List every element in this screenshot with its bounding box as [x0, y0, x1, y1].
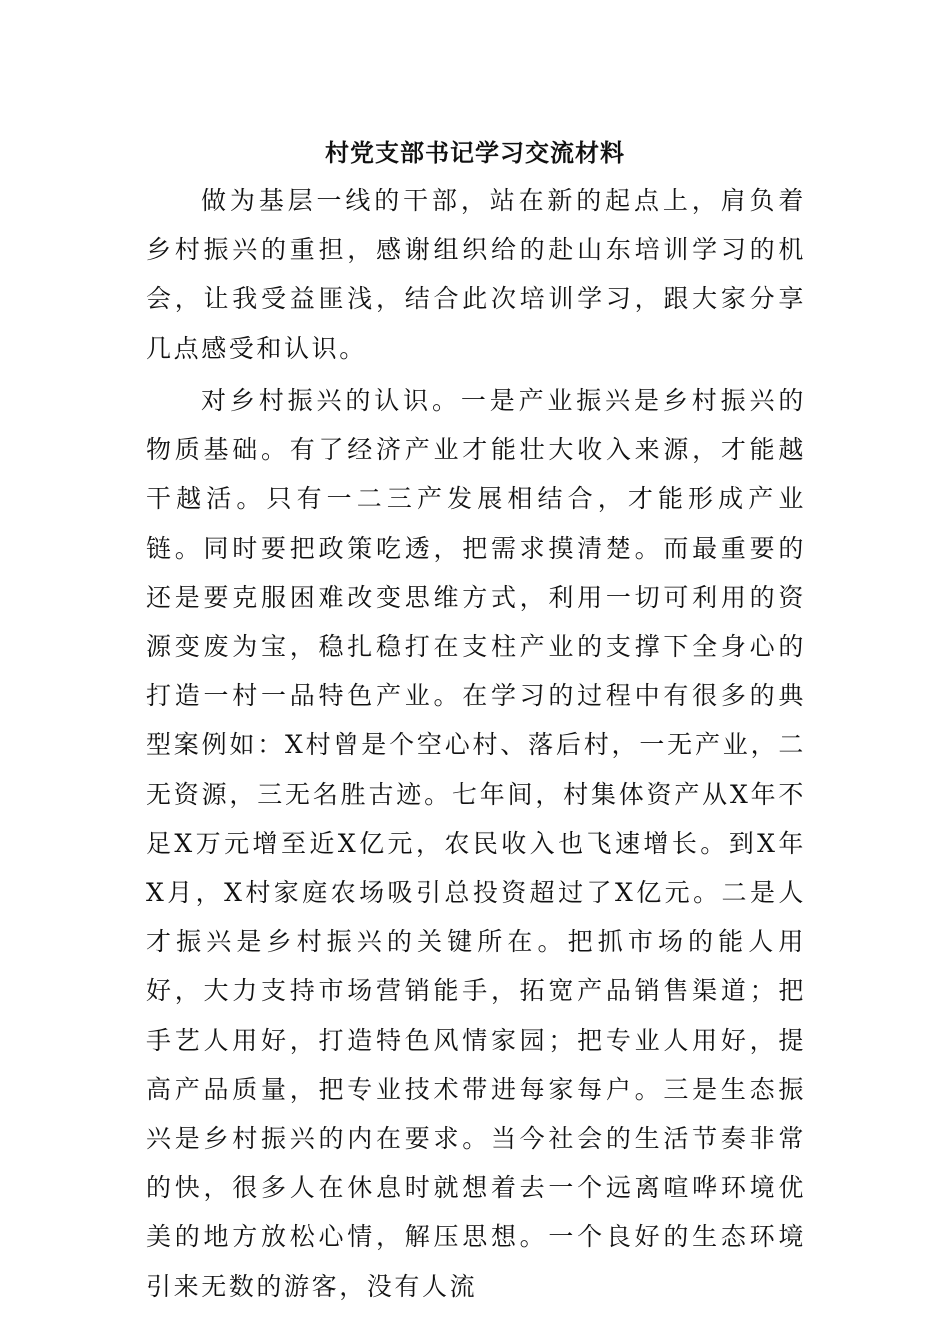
- paragraph-intro: 做为基层一线的干部，站在新的起点上，肩负着乡村振兴的重担，感谢组织给的赴山东培训学习的机会，让我受益匪浅，结合此次培训学习，跟大家分享几点感受和认识。: [146, 186, 806, 363]
- paragraph-rural-revitalization: 对乡村振兴的认识。一是产业振兴是乡村振兴的物质基础。有了经济产业才能壮大收入来源，才能越干越活。只有一二三产发展相结合，才能形成产业链。同时要把政策吃透，把需求摸清楚。而最重要的还是要克服困难改变思维方式，利用一切可利用的资源变废为宝，稳扎稳打在支柱产业的支撑下全身心的打造一村一品特色产业。在学习的过程中有很多的典型案例如：X村曾是个空心村、落后村，一无产业，二无资源，三无名胜古迹。七年间，村集体资产从X年不足X万元增至近X亿元，农民收入也飞速增长。到X年X月，X村家庭农场吸引总投资超过了X亿元。二是人才振兴是乡村振兴的关键所在。把抓市场的能人用好，大力支持市场营销能手，拓宽产品销售渠道；把手艺人用好，打造特色风情家园；把专业人用好，提高产品质量，把专业技术带进每家每户。三是生态振兴是乡村振兴的内在要求。当今社会的生活节奏非常的快，很多人在休息时就想着去一个远离喧哗环境优美的地方放松心情，解压思想。一个良好的生态环境引来无数的游客，没有人流: [146, 386, 806, 1301]
- page-title: 村党支部书记学习交流材料: [325, 138, 625, 167]
